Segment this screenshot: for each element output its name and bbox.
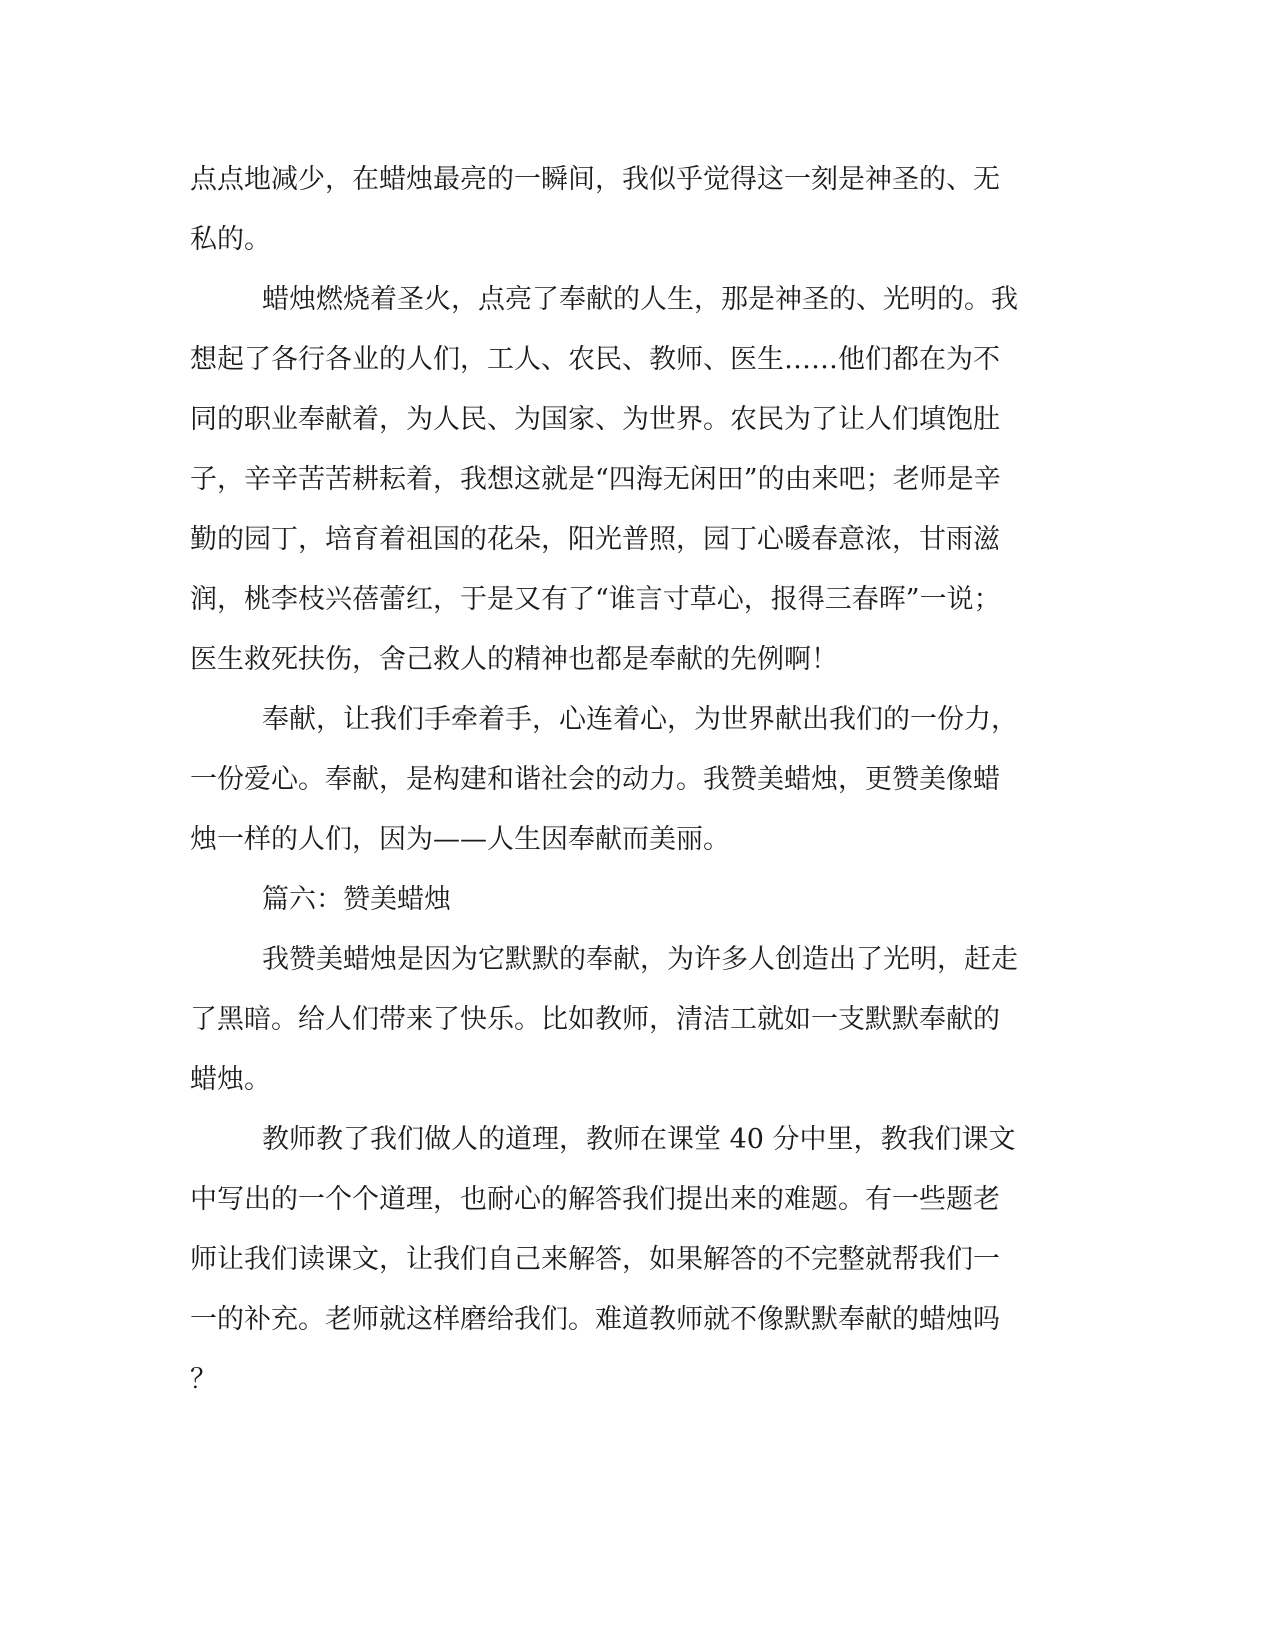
paragraph-start-line: 蜡烛燃烧着圣火，点亮了奉献的人生，那是神圣的、光明的。我 (262, 284, 1018, 315)
text-line: 想起了各行各业的人们，工人、农民、教师、医生……他们都在为不 (190, 344, 1000, 375)
text-line: 一份爱心。奉献，是构建和谐社会的动力。我赞美蜡烛，更赞美像蜡 (190, 764, 1000, 795)
text-line: 中写出的一个个道理，也耐心的解答我们提出来的难题。有一些题老 (190, 1184, 1000, 1215)
text-line: 医生救死扶伤，舍己救人的精神也都是奉献的先例啊！ (190, 644, 838, 675)
text-line: 烛一样的人们，因为——人生因奉献而美丽。 (190, 824, 730, 855)
paragraph-start-line: 我赞美蜡烛是因为它默默的奉献，为许多人创造出了光明，赶走 (262, 944, 1018, 975)
text-line: 一的补充。老师就这样磨给我们。难道教师就不像默默奉献的蜡烛吗 (190, 1304, 1000, 1335)
body-text (190, 150, 1080, 1410)
text-line: 润，桃李枝兴蓓蕾红，于是又有了“谁言寸草心，报得三春晖”一说； (190, 584, 1001, 615)
text-line: 蜡烛。 (190, 1064, 271, 1095)
text-line: 点点地减少，在蜡烛最亮的一瞬间，我似乎觉得这一刻是神圣的、无 (190, 164, 1000, 195)
paragraph-start-line: 奉献，让我们手牵着手，心连着心，为世界献出我们的一份力， (262, 704, 1018, 735)
text-line: 师让我们读课文，让我们自己来解答，如果解答的不完整就帮我们一 (190, 1244, 1000, 1275)
section-heading: 篇六：赞美蜡烛 (262, 884, 451, 915)
text-line: 私的。 (190, 224, 271, 255)
paragraph-start-line: 教师教了我们做人的道理，教师在课堂 40 分中里，教我们课文 (262, 1124, 1016, 1155)
text-line: ？ (190, 1364, 217, 1395)
text-line: 子，辛辛苦苦耕耘着，我想这就是“四海无闲田”的由来吧；老师是辛 (190, 464, 1001, 495)
text-line: 勤的园丁，培育着祖国的花朵，阳光普照，园丁心暖春意浓，甘雨滋 (190, 524, 1000, 555)
text-line: 了黑暗。给人们带来了快乐。比如教师，清洁工就如一支默默奉献的 (190, 1004, 1000, 1035)
text-line: 同的职业奉献着，为人民、为国家、为世界。农民为了让人们填饱肚 (190, 404, 1000, 435)
